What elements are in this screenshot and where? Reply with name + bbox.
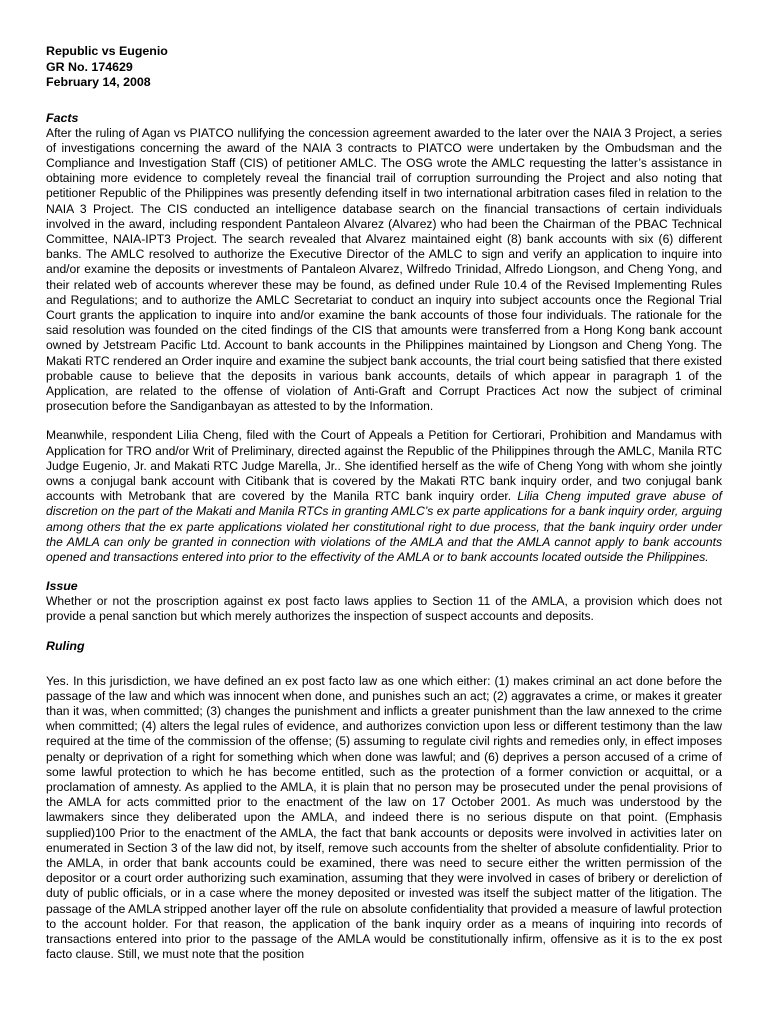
ruling-paragraph: Yes. In this jurisdiction, we have defined an ex post facto law as one which either: (1) makes criminal an act done before the passage of the law and which was innocent when done, and punishes such an act; (2) aggravates a crime, or makes it greater than it was, when committed; (3) changes the punishment and inflicts a greater punishment than the law annexed to the crime when committed; (4) alters the legal rules of evidence, and authorizes conviction upon less or different testimony than the law required at the time of the commission of the offense; (5) assuming to regulate civil rights and remedies only, in effect imposes penalty or deprivation of a right for something which when done was lawful; and (6) deprives a person accused of a crime of some lawful protection to which he has become entitled, such as the protection of a former conviction or acquittal, or a proclamation of amnesty. As applied to the AMLA, it is plain that no person may be prosecuted under the penal provisions of the AMLA for acts committed prior to the enactment of the law on 17 October 2001. As much was understood by the lawmakers since they deliberated upon the AMLA, and indeed there is no serious dispute on that point. (Emphasis supplied)100 Prior to the enactment of the AMLA, the fact that bank accounts or deposits were involved in activities later on enumerated in Section 3 of the law did not, by itself, remove such accounts from the shelter of absolute confidentiality. Prior to the AMLA, in order that bank accounts could be examined, there was need to secure either the written permission of the depositor or a court order authorizing such examination, assuming that they were involved in cases of bribery or dereliction of duty of public officials, or in a case where the money deposited or invested was itself the subject matter of the litigation. The passage of the AMLA stripped another layer off the rule on absolute confidentiality that provided a measure of lawful protection to the account holder. For that reason, the application of the bank inquiry order as a means of inquiring into records of transactions entered into prior to the passage of the AMLA would be constitutionally infirm, offensive as it is to the ex post facto clause. Still, we must note that the position [46, 673, 722, 962]
issue-paragraph: Whether or not the proscription against ex post facto laws applies to Section 11 of the AMLA, a provision which does not provide a penal sanction but which merely authorizes the inspection of suspect accounts and deposits. [46, 594, 722, 624]
facts-heading: Facts [46, 110, 79, 125]
facts-paragraph-2 [46, 428, 722, 565]
issue-heading: Issue [46, 579, 78, 594]
facts-paragraph-2-regular: Meanwhile, respondent Lilia Cheng, filed with the Court of Appeals a Petition for Certiorari, Prohibition and Mandamus with Application for TRO and/or Writ of Preliminary, directed against the Republic of the Philippines through the AMLC, Manila RTC Judge Eugenio, Jr. and Makati RTC Judge Marella, Jr.. She identified herself as the wife of Cheng Yong with whom she jointly owns a conjugal bank account with Citibank that is covered by the Makati RTC bank inquiry order, and two conjugal bank accounts with Metrobank that are covered by the Manila RTC bank inquiry order. [46, 428, 722, 504]
facts-paragraph-1: After the ruling of Agan vs PIATCO nullifying the concession agreement awarded to the later over the NAIA 3 Project, a series of investigations concerning the award of the NAIA 3 contracts to PIATCO were undertaken by the Ombudsman and the Compliance and Investigation Staff (CIS) of petitioner AMLC. The OSG wrote the AMLC requesting the latter’s assistance in obtaining more evidence to completely reveal the financial trail of corruption surrounding the Project and also noting that petitioner Republic of the Philippines was presently defending itself in two international arbitration cases filed in relation to the NAIA 3 Project. The CIS conducted an intelligence database search on the financial transactions of certain individuals involved in the award, including respondent Pantaleon Alvarez (Alvarez) who had been the Chairman of the PBAC Technical Committee, NAIA-IPT3 Project. The search revealed that Alvarez maintained eight (8) bank accounts with six (6) different banks. The AMLC resolved to authorize the Executive Director of the AMLC to sign and verify an application to inquire into and/or examine the deposits or investments of Pantaleon Alvarez, Wilfredo Trinidad, Alfredo Liongson, and Cheng Yong, and their related web of accounts wherever these may be found, as defined under Rule 10.4 of the Revised Implementing Rules and Regulations; and to authorize the AMLC Secretariat to conduct an inquiry into subject accounts once the Regional Trial Court grants the application to inquire into and/or examine the bank accounts of those four individuals. The rationale for the said resolution was founded on the cited findings of the CIS that amounts were transferred from a Hong Kong bank account owned by Jetstream Pacific Ltd. Account to bank accounts in the Philippines maintained by Liongson and Cheng Yong. The Makati RTC rendered an Order inquire and examine the subject bank accounts, the trial court being satisfied that there existed probable cause to believe that the deposits in various bank accounts, details of which appear in paragraph 1 of the Application, are related to the offense of violation of Anti-Graft and Corrupt Practices Act now the subject of criminal prosecution before the Sandiganbayan as attested to by the Information. [46, 125, 722, 414]
ruling-heading: Ruling [46, 638, 85, 653]
case-header [46, 44, 722, 91]
case-date: February 14, 2008 [46, 75, 151, 89]
case-gr-number: GR No. 174629 [46, 59, 133, 74]
facts-paragraph-2-italic: Lilia Cheng imputed grave abuse of discretion on the part of the Makati and Manila RTCs in granting AMLC’s ex parte applications for a bank inquiry order, arguing among others that the ex parte applications violated her constitutional right to due process, that the bank inquiry order under the AMLA can only be granted in connection with violations of the AMLA and that the AMLA cannot apply to bank accounts opened and transactions entered into prior to the effectivity of the AMLA or to bank accounts located outside the Philippines. [46, 489, 723, 564]
case-title: Republic vs Eugenio [46, 44, 168, 58]
